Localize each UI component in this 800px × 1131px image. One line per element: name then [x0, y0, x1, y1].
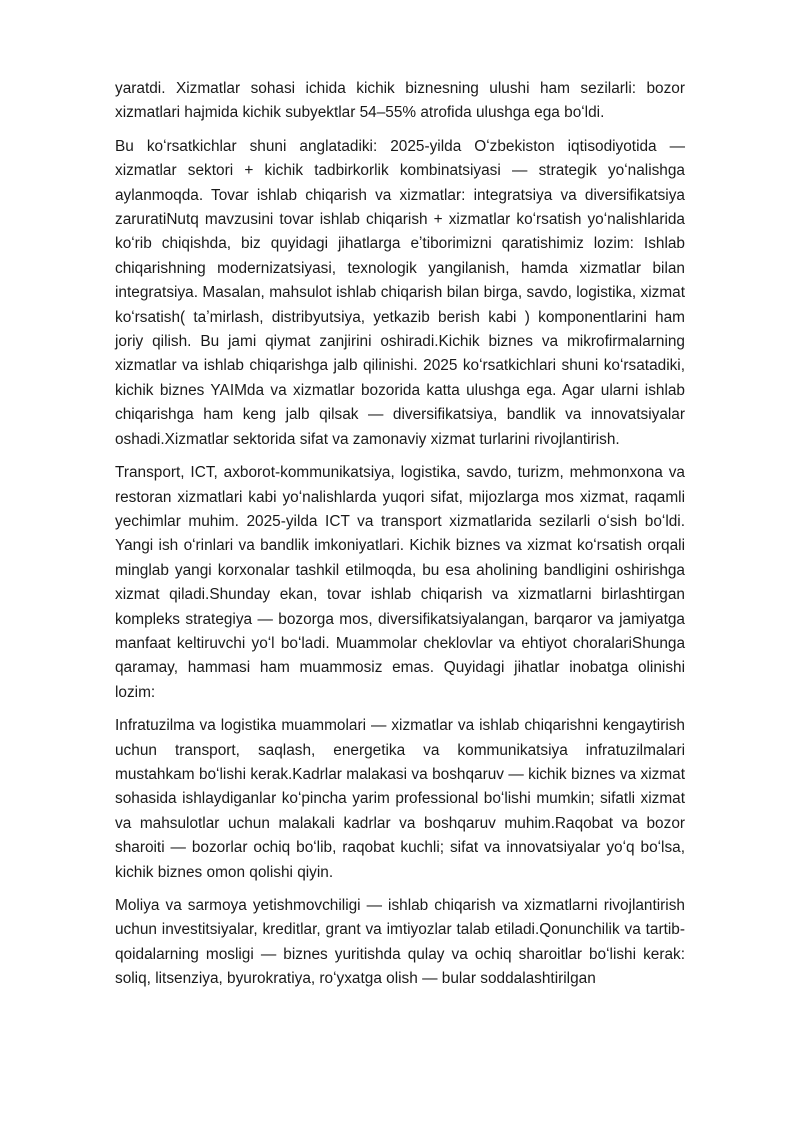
paragraph: Bu koʻrsatkichlar shuni anglatadiki: 2025-yilda Oʻzbekiston iqtisodiyotida — xizmatlar sektori + kichik tadbirkorlik kombinatsiyasi — strategik yoʻnalishga aylanmoqda. Tovar ishlab chiqarish va xizmatlar: integratsiya va diversifikatsiya zaruratiNutq mavzusini tovar ishlab chiqarish + xizmatlar koʻrsatish yoʻnalishlarida koʻrib chiqishda, biz quyidagi jihatlarga eʼtiborimizni qaratishimiz lozim: Ishlab chiqarishning modernizatsiyasi, texnologik yangilanish, hamda xizmatlar bilan integratsiya. Masalan, mahsulot ishlab chiqarish bilan birga, savdo, logistika, xizmat koʻrsatish( taʼmirlash, distribyutsiya, yetkazib berish kabi ) komponentlarini ham joriy qilish. Bu jami qiymat zanjirini oshiradi.Kichik biznes va mikrofirmalarning xizmatlar va ishlab chiqarishga jalb qilinishi. 2025 koʻrsatkichlari shuni koʻrsatadiki, kichik biznes YAIMda va xizmatlar bozorida katta ulushga ega. Agar ularni ishlab chiqarishga ham keng jalb qilsak — diversifikatsiya, bandlik va innovatsiyalar oshadi.Xizmatlar sektorida sifat va zamonaviy xizmat turlarini rivojlantirish. [115, 137, 685, 448]
paragraph: yaratdi. Xizmatlar sohasi ichida kichik biznesning ulushi ham sezilarli: bozor xizmatlari hajmida kichik subyektlar 54–55% atrofida ulushga ega boʻldi. [115, 80, 685, 122]
paragraph: Transport, ICT, axborot-kommunikatsiya, logistika, savdo, turizm, mehmonxona va restoran xizmatlari kabi yoʻnalishlarda yuqori sifat, mijozlarga mos xizmat, raqamli yechimlar muhim. 2025-yilda ICT va transport xizmatlarida sezilarli oʻsish boʻldi. Yangi ish oʻrinlari va bandlik imkoniyatlari. Kichik biznes va xizmat koʻrsatish orqali minglab yangi korxonalar tashkil etilmoqda, bu esa aholining bandligini oshirishga xizmat qiladi.Shunday ekan, tovar ishlab chiqarish va xizmatlarni birlashtirgan kompleks strategiya — bozorga mos, diversifikatsiyalangan, barqaror va jamiyatga manfaat keltiruvchi yoʻl boʻladi. Muammolar cheklovlar va ehtiyot choralariShunga qaramay, hammasi ham muammosiz emas. Quyidagi jihatlar inobatga olinishi lozim: [115, 464, 685, 701]
paragraph: Infratuzilma va logistika muammolari — xizmatlar va ishlab chiqarishni kengaytirish uchun transport, saqlash, energetika va kommunikatsiya infratuzilmalari mustahkam boʻlishi kerak.Kadrlar malakasi va boshqaruv — kichik biznes va xizmat sohasida ishlaydiganlar koʻpincha yarim professional boʻlishi mumkin; sifatli xizmat va mahsulotlar uchun malakali kadrlar va boshqaruv muhim.Raqobat va bozor sharoiti — bozorlar ochiq boʻlib, raqobat kuchli; sifat va innovatsiyalar yoʻq boʻlsa, kichik biznes omon qolishi qiyin. [115, 717, 685, 881]
paragraph: Moliya va sarmoya yetishmovchiligi — ishlab chiqarish va xizmatlarni rivojlantirish uchun investitsiyalar, kreditlar, grant va imtiyozlar talab etiladi.Qonunchilik va tartib-qoidalarning mosligi — biznes yuritishda qulay va ochiq sharoitlar boʻlishi kerak: soliq, litsenziya, byurokratiya, roʻyxatga olish — bular soddalashtirilgan [115, 897, 685, 988]
body-text [115, 77, 685, 1001]
